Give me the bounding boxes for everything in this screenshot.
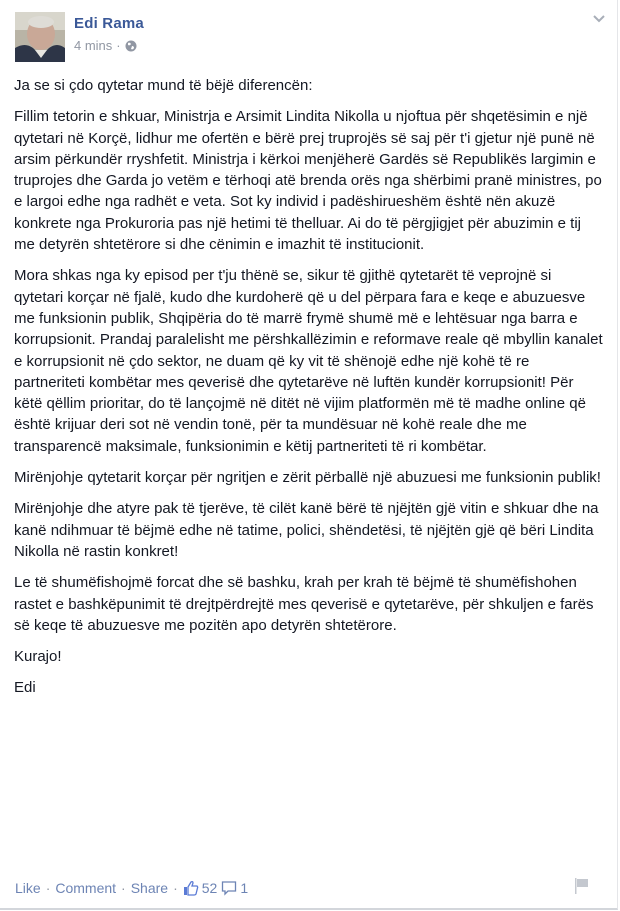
flag-icon[interactable] (574, 877, 590, 895)
action-bar (15, 880, 252, 896)
post-body (14, 75, 604, 709)
post-paragraph: Mora shkas nga ky episod per t'ju thënë se, sikur të gjithë qytetarët të veprojnë si qytetari korçar në fjalë, kudo dhe kurdoherë që u del përpara fara e keqe e abuzuesve me funksionin publik, Shqipëria do të marrë frymë shumë më e lehtësuar nga barra e korrupsionit. Prandaj paralelisht me përshkallëzimin e reformave reale që mbyllin kanalet e korrupsionit në çdo sektor, ne duam që ky vit të shënojë edhe një kohë të re partneriteti kombëtar mes qeverisë dhe qytetarëve në luftën kundër korrupsionit! Për këtë qëllim prioritar, do të lançojmë në ditët në vijim platformën më të madhe online që është krijuar deri sot në vendin tonë, për ta mundësuar në kohë reale dhe me transparencë maksimale, funksionimin e këtij partneriteti të ri kombëtar. (14, 267, 603, 455)
comment-bubble-icon (221, 880, 237, 896)
author-name[interactable]: Edi Rama (74, 15, 144, 32)
likes-count[interactable] (183, 880, 218, 896)
post-paragraph: Mirënjohje qytetarit korçar për ngritjen e zërit përballë një abuzuesi me funksionin publik! (14, 469, 601, 487)
comments-count-value: 1 (240, 880, 249, 896)
post-paragraph: Le të shumëfishojmë forcat dhe së bashku, krah per krah të bëjmë të shumëfishohen rastet e bashkëpunimit të drejtpërdrejtë mes qeverisë e qytetarëve, për shkuljen e farës së keqe të abuzuesve me pozitën apo detyrën shtetërore. (14, 574, 594, 634)
share-button[interactable]: Share (130, 880, 169, 896)
timestamp[interactable]: 4 mins (74, 38, 113, 53)
chevron-down-icon[interactable] (592, 14, 606, 24)
likes-count-value: 52 (201, 880, 218, 896)
separator: · (45, 880, 51, 896)
globe-icon[interactable] (125, 40, 137, 52)
post-meta (74, 38, 137, 53)
post-paragraph: Kurajo! (14, 648, 62, 666)
separator: · (173, 880, 178, 896)
avatar[interactable] (15, 12, 65, 62)
post-paragraph: Ja se si çdo qytetar mund të bëjë diferencën: (14, 77, 313, 94)
thumbs-up-icon (183, 880, 199, 896)
like-button[interactable]: Like (15, 880, 41, 896)
post-paragraph: Edi (14, 679, 36, 697)
meta-separator: · (116, 38, 121, 53)
profile-photo-icon (15, 12, 65, 62)
separator: · (121, 880, 126, 896)
post-paragraph: Mirënjohje dhe atyre pak të tjerëve, të cilët kanë bërë të njëjtën gjë vitin e shkuar dhe na kanë ndihmuar të bëjmë edhe në tatime, polici, shëndetësi, të njëjtën gjë që bëri Lindita Nikolla në rastin konkret! (14, 500, 599, 560)
comment-button[interactable]: Comment (55, 880, 117, 896)
post-paragraph: Fillim tetorin e shkuar, Ministrja e Arsimit Lindita Nikolla u njoftua për shqetësimin e një qytetari në Korçë, lidhur me ofertën e bërë prej truprojës së saj për t'i gjetur një punë në arsim përkundër rryshfetit. Ministrja i kërkoi menjëherë Gardës së Republikës largimin e truprojes dhe Garda jo vetëm e tërhoqi atë brenda orës nga shërbimi pranë ministres, po e largoi edhe nga radhët e veta. Sot ky individ i padëshirueshëm është nën akuzë konkrete nga Prokuroria pas një hetimi të thelluar. Ai do të përgjigjet për abuzimin e tij me detyrën shtetërore si dhe cënimin e imazhit të institucionit. (14, 108, 602, 254)
comments-count[interactable] (221, 880, 248, 896)
